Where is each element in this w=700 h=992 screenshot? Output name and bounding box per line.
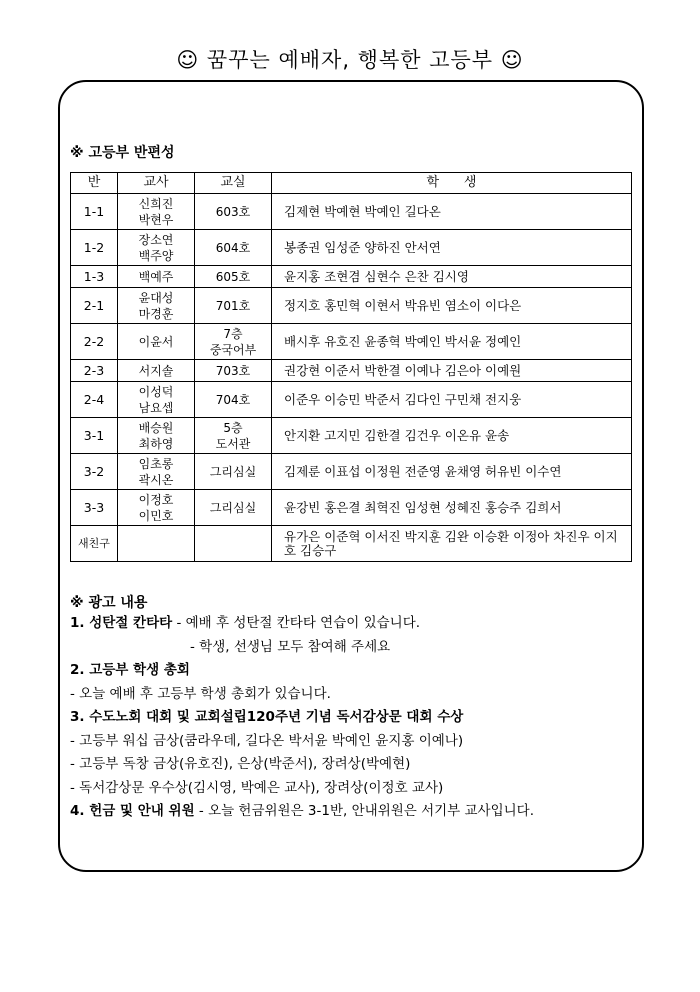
ad-1 — [70, 612, 640, 636]
header-teacher: 교사 — [118, 173, 195, 194]
roster-students: 윤강빈 홍은결 최혁진 임성현 성혜진 홍승주 김희서 — [272, 490, 632, 526]
roster-room — [195, 454, 272, 490]
roster-row — [71, 382, 632, 418]
teacher-name: 신희진 — [138, 196, 174, 211]
roster-room — [195, 194, 272, 230]
roster-room — [195, 360, 272, 382]
roster-teachers — [118, 288, 195, 324]
roster-row — [71, 526, 632, 562]
roster-teachers — [118, 324, 195, 360]
room-name: 7층 — [223, 326, 243, 341]
roster-table — [70, 172, 632, 562]
room-name: 도서관 — [215, 436, 251, 451]
roster-students: 김제룬 이표섭 이정원 전준영 윤채영 허유빈 이수연 — [272, 454, 632, 490]
roster-room — [195, 382, 272, 418]
teacher-name: 최하영 — [138, 436, 174, 451]
room-name: 603호 — [215, 204, 251, 219]
ad-1-sub: - 학생, 선생님 모두 참여해 주세요 — [190, 638, 391, 655]
ad-3-line-2: - 고등부 독창 금상(유호진), 은상(박준서), 장려상(박예현) — [70, 756, 411, 772]
roster-row — [71, 418, 632, 454]
room-name: 701호 — [215, 298, 251, 313]
room-name: 703호 — [215, 363, 251, 378]
ad-3-title: 3. 수도노회 대회 및 교회설립120주년 기념 독서감상문 대회 수상 — [70, 709, 464, 725]
ad-2 — [70, 659, 640, 683]
ad-3-line-3: - 독서감상문 우수상(김시영, 박예은 교사), 장려상(이정호 교사) — [70, 779, 444, 796]
ad-4-title: 4. 헌금 및 안내 위원 — [70, 803, 195, 819]
roster-ban: 3-2 — [71, 454, 118, 490]
ad-1-text: - 예배 후 성탄절 칸타타 연습이 있습니다. — [172, 615, 421, 631]
roster-room — [195, 490, 272, 526]
roster-row — [71, 288, 632, 324]
teacher-name: 이윤서 — [138, 334, 174, 349]
roster-ban: 1-1 — [71, 194, 118, 230]
roster-ban: 2-1 — [71, 288, 118, 324]
teacher-name: 백주양 — [138, 248, 174, 263]
room-name: 604호 — [215, 240, 251, 255]
roster-teachers — [118, 230, 195, 266]
roster-teachers — [118, 418, 195, 454]
roster-row — [71, 490, 632, 526]
roster-row — [71, 266, 632, 288]
ad-4-text: - 오늘 헌금위원은 3-1반, 안내위원은 서기부 교사입니다. — [194, 803, 535, 819]
header-room: 교실 — [195, 173, 272, 194]
roster-ban: 1-3 — [71, 266, 118, 288]
roster-room — [195, 288, 272, 324]
room-name: 704호 — [215, 392, 251, 407]
teacher-name: 서지솔 — [138, 363, 174, 378]
ad-2-title: 2. 고등부 학생 총회 — [70, 662, 190, 678]
roster-header-row — [71, 173, 632, 194]
roster-row — [71, 360, 632, 382]
ad-2-text: - 오늘 예배 후 고등부 학생 총회가 있습니다. — [70, 685, 331, 702]
teacher-name: 이성덕 — [138, 384, 174, 399]
announcements — [70, 612, 640, 824]
roster-teachers — [118, 382, 195, 418]
roster-heading: ※ 고등부 반편성 — [70, 145, 175, 161]
page-title: ☺ 꿈꾸는 예배자, 행복한 고등부 ☺ — [176, 48, 524, 72]
roster-teachers — [118, 490, 195, 526]
roster-ban: 3-3 — [71, 490, 118, 526]
roster-students: 안지환 고지민 김한결 김건우 이온유 윤송 — [272, 418, 632, 454]
roster-students: 봉종권 임성준 양하진 안서연 — [272, 230, 632, 266]
teacher-name: 남요셉 — [138, 400, 174, 415]
ad-3-line-1: - 고등부 워십 금상(쿰라우데, 길다온 박서윤 박예인 윤지홍 이예나) — [70, 732, 464, 749]
teacher-name: 백예주 — [138, 269, 174, 284]
roster-students: 배시후 유호진 윤종혁 박예인 박서윤 정예인 — [272, 324, 632, 360]
teacher-name: 윤대성 — [138, 290, 174, 305]
ad-4 — [70, 800, 640, 824]
header-students: 학 생 — [272, 173, 632, 194]
roster-ban: 2-4 — [71, 382, 118, 418]
roster-students: 정지호 홍민혁 이현서 박유빈 염소이 이다은 — [272, 288, 632, 324]
roster-ban: 1-2 — [71, 230, 118, 266]
roster-ban: 3-1 — [71, 418, 118, 454]
roster-row — [71, 324, 632, 360]
roster-row — [71, 230, 632, 266]
roster-students: 이준우 이승민 박준서 김다인 구민채 전지웅 — [272, 382, 632, 418]
teacher-name: 임초롱 — [138, 456, 174, 471]
teacher-name: 배승원 — [138, 420, 174, 435]
teacher-name: 마경훈 — [138, 306, 174, 321]
roster-students: 김제현 박예현 박예인 길다온 — [272, 194, 632, 230]
teacher-name: 곽시온 — [138, 472, 174, 487]
roster-ban: 새친구 — [71, 526, 118, 562]
teacher-name: 장소연 — [138, 232, 174, 247]
room-name: 중국어부 — [209, 342, 257, 357]
roster-row — [71, 194, 632, 230]
room-name: 605호 — [215, 269, 251, 284]
roster-teachers — [118, 360, 195, 382]
roster-room — [195, 230, 272, 266]
room-name: 그리심실 — [209, 500, 257, 515]
roster-students: 윤지홍 조현겸 심현수 은찬 김시영 — [272, 266, 632, 288]
header-ban: 반 — [71, 173, 118, 194]
roster-teachers — [118, 266, 195, 288]
room-name: 그리심실 — [209, 464, 257, 479]
ad-1-title: 1. 성탄절 칸타타 — [70, 615, 173, 631]
roster-ban: 2-2 — [71, 324, 118, 360]
roster-room — [195, 266, 272, 288]
room-name: 5층 — [223, 420, 243, 435]
roster-students: 권강현 이준서 박한결 이예나 김은아 이예원 — [272, 360, 632, 382]
ad-3 — [70, 706, 640, 730]
teacher-name: 박현우 — [138, 212, 174, 227]
roster-teachers — [118, 454, 195, 490]
roster-teachers — [118, 526, 195, 562]
roster-room — [195, 324, 272, 360]
roster-row — [71, 454, 632, 490]
roster-room — [195, 418, 272, 454]
teacher-name: 이민호 — [138, 508, 174, 523]
roster-ban: 2-3 — [71, 360, 118, 382]
roster-body — [71, 194, 632, 562]
ads-heading: ※ 광고 내용 — [70, 595, 148, 611]
teacher-name: 이정호 — [138, 492, 174, 507]
roster-teachers — [118, 194, 195, 230]
roster-room — [195, 526, 272, 562]
roster-students: 유가은 이준혁 이서진 박지훈 김완 이승환 이정아 차진우 이지호 김승구 — [272, 526, 632, 562]
